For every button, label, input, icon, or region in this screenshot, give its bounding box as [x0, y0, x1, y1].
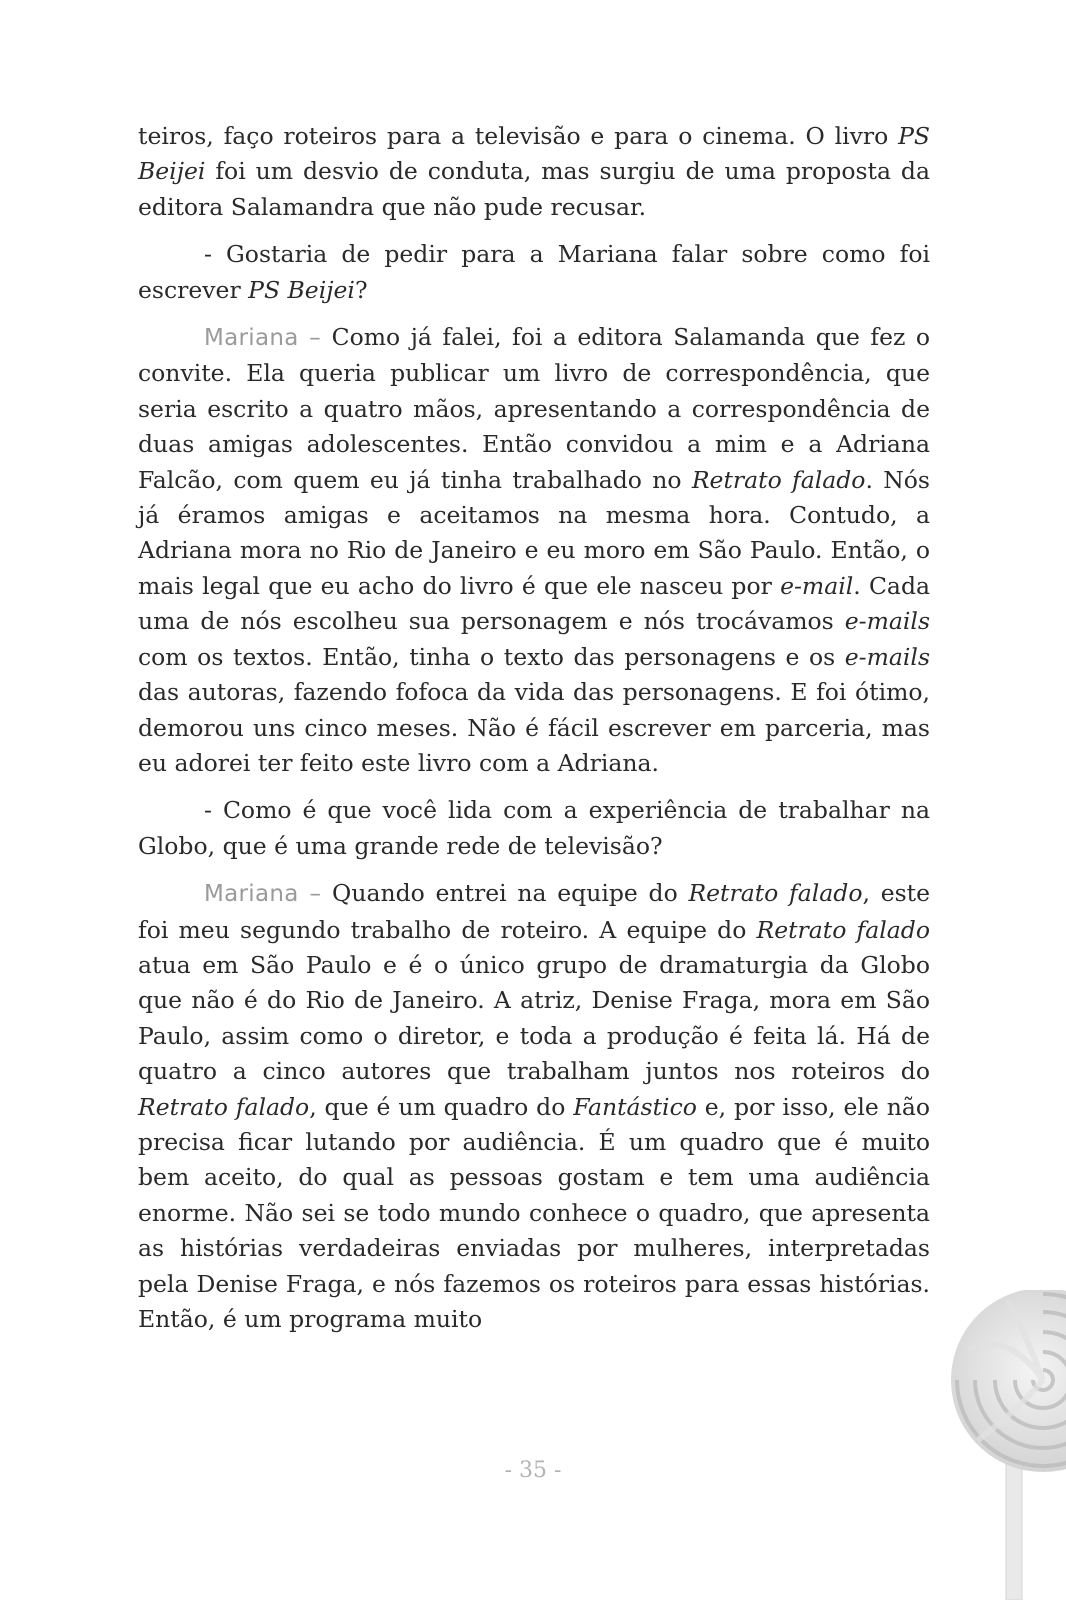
answer-1: Mariana – Como já falei, foi a editora Salamanda que fez o convite. Ela queria publicar um livro de correspondência, que seria escrito a quatro mãos, apresentando a correspondência de duas amigas adolescentes. Então convidou a mim e a Adriana Falcão, com quem eu já tinha trabalhado no Retrato falado. Nós já éramos amigas e aceitamos na mesma hora. Contudo, a Adriana mora no Rio de Janeiro e eu moro em São Paulo. Então, o mais legal que eu acho do livro é que ele nasceu por e-mail. Cada uma de nós escolheu sua personagem e nós trocávamos e-mails com os textos. Então, tinha o texto das personagens e os e-mails das autoras, fazendo fofoca da vida das personagens. E foi ótimo, demorou uns cinco meses. Não é fácil escrever em parceria, mas eu adorei ter feito este livro com a Adriana.: [138, 323, 931, 777]
answer-2: Mariana – Quando entrei na equipe do Retrato falado, este foi meu segundo trabalho de roteiro. A equipe do Retrato falado atua em São Paulo e é o único grupo de dramaturgia da Globo que não é do Rio de Janeiro. A atriz, Denise Fraga, mora em São Paulo, assim como o diretor, e toda a produção é feita lá. Há de quatro a cinco autores que trabalham juntos nos roteiros do Retrato falado, que é um quadro do Fantástico e, por isso, ele não precisa ficar lutando por audiência. É um quadro que é muito bem aceito, do qual as pessoas gostam e tem uma audiência enorme. Não sei se todo mundo conhece o quadro, que apresenta as histórias verdadeiras enviadas por mulheres, interpretadas pela Denise Fraga, e nós fazemos os roteiros para essas histórias. Então, é um programa muito: [138, 879, 931, 1333]
book-title: PS Beijei: [138, 122, 930, 186]
body-text: [138, 119, 930, 1349]
paragraph-1: teiros, faço roteiros para a televisão e para o cinema. O livro PS Beijei foi um desvio de conduta, mas surgiu de uma proposta da editora Salamandra que não pude recusar.: [138, 122, 930, 221]
question-2: - Como é que você lida com a experiência de trabalhar na Globo, que é uma grande rede de televisão?: [138, 796, 930, 860]
question-1: - Gostaria de pedir para a Mariana falar sobre como foi escrever PS Beijei?: [138, 240, 930, 304]
page-number: - 35 -: [504, 1458, 562, 1483]
book-title: PS Beijei: [248, 275, 355, 304]
speaker-label: Mariana –: [204, 325, 322, 352]
lollipop-icon: [948, 1290, 1066, 1600]
speaker-label: Mariana –: [204, 881, 322, 908]
